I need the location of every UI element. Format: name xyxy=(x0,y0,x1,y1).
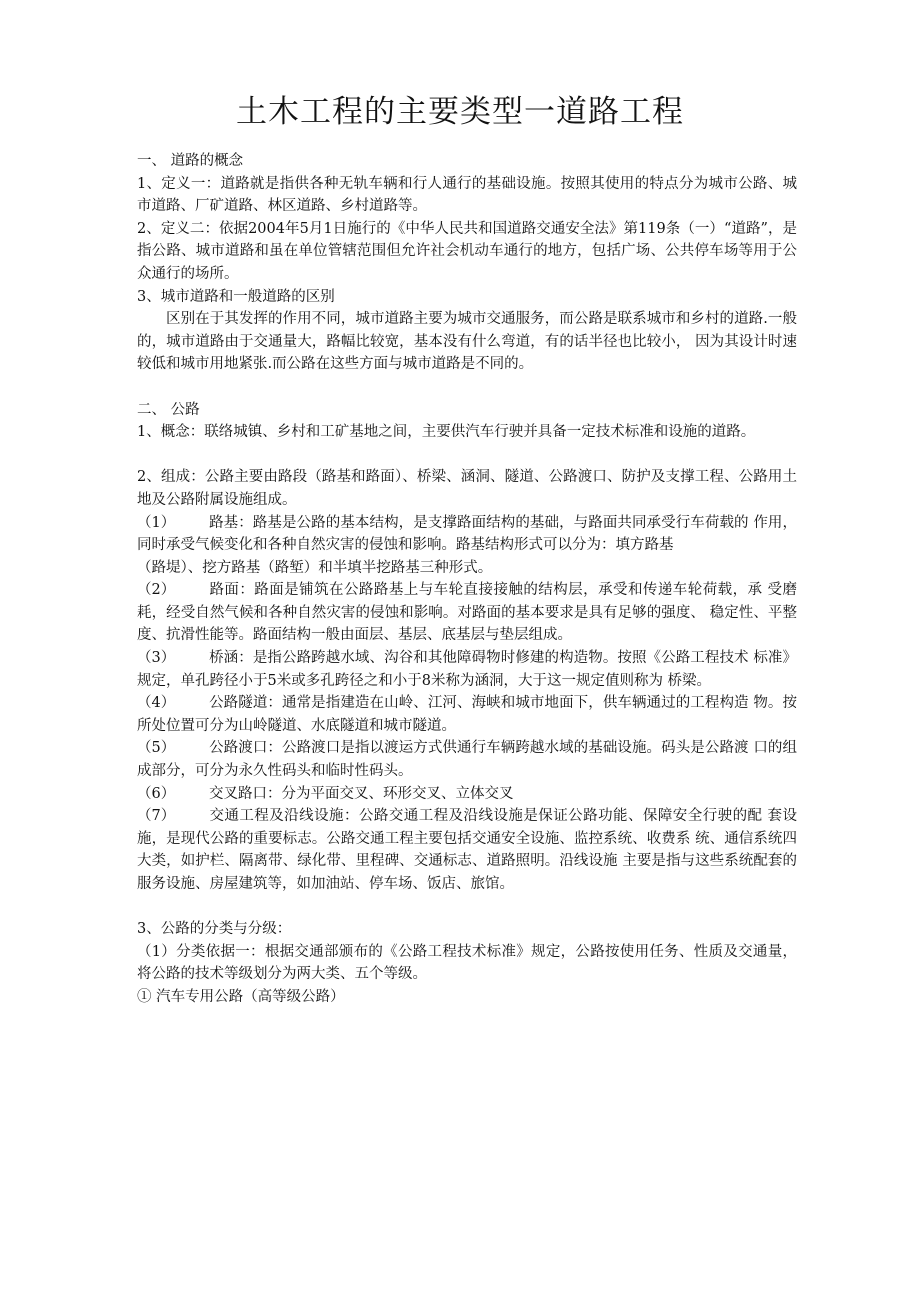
list-item: （4） 公路隧道：通常是指建造在山岭、江河、海峡和城市地面下，供车辆通过的工程构造 物。按所处位置可分为山岭隧道、水底隧道和城市隧道。 xyxy=(137,695,797,734)
paragraph-highway-concept: 1、概念：联络城镇、乡村和工矿基地之间，主要供汽车行驶并具备一定技术标准和设施的道路。 xyxy=(137,424,756,441)
list-item: （路堤）、挖方路基（路堑）和半填半挖路基三种形式。 xyxy=(137,559,493,576)
paragraph-definition-1: 1、定义一：道路就是指供各种无轨车辆和行人通行的基础设施。按照其使用的特点分为城市公路、城市道路、厂矿道路、林区道路、乡村道路等。 xyxy=(137,175,797,215)
list-item-class-1: ① 汽车专用公路（高等级公路） xyxy=(137,988,345,1005)
document-body xyxy=(137,150,797,1009)
list-item: （5） 公路渡口：公路渡口是指以渡运方式供通行车辆跨越水域的基础设施。码头是公路渡 口的组成部分，可分为永久性码头和临时性码头。 xyxy=(137,740,797,780)
blank-line xyxy=(137,376,797,399)
subheading-classification: 3、公路的分类与分级： xyxy=(137,921,292,938)
section-heading-road-concept: 一、 道路的概念 xyxy=(137,153,244,169)
document-title: 土木工程的主要类型一道路工程 xyxy=(236,94,684,130)
blank-line xyxy=(137,896,797,919)
section-heading-highway: 二、 公路 xyxy=(137,401,200,418)
paragraph-classification-basis: （1）分类依据一：根据交通部颁布的《公路工程技术标准》规定，公路按使用任务、性质及交通量，将公路的技术等级划分为两大类、五个等级。 xyxy=(137,943,797,983)
paragraph-road-difference: 区别在于其发挥的作用不同，城市道路主要为城市交通服务，而公路是联系城市和乡村的道路.一般的，城市道路由于交通量大，路幅比较宽，基本没有什么弯道，有的话半径也比较小， 因为其设计时速较低和城市用地紧张.而公路在这些方面与城市道路是不同的。 xyxy=(137,311,797,373)
paragraph-definition-2: 2、定义二：依据2004年5月1日施行的《中华人民共和国道路交通安全法》第119条（一）“道路”，是指公路、城市道路和虽在单位管辖范围但允许社会机动车通行的地方，包括广场、公共停车场等用于公众通行的场所。 xyxy=(137,220,797,282)
list-item: （1） 路基：路基是公路的基本结构，是支撑路面结构的基础，与路面共同承受行车荷载的 作用，同时承受气候变化和各种自然灾害的侵蚀和影响。路基结构形式可以分为：填方路基 xyxy=(137,514,797,554)
paragraph-highway-composition: 2、组成：公路主要由路段（路基和路面）、桥梁、涵洞、隧道、公路渡口、防护及支撑工程、公路用土地及公路附属设施组成。 xyxy=(137,469,797,508)
list-item: （3） 桥涵：是指公路跨越水域、沟谷和其他障碍物时修建的构造物。按照《公路工程技术 标准》规定，单孔跨径小于5米或多孔跨径之和小于8米称为涵洞，大于这一规定值则称为 桥梁。 xyxy=(137,650,797,689)
blank-line xyxy=(137,444,797,467)
subheading-road-difference: 3、城市道路和一般道路的区别 xyxy=(137,288,335,305)
list-item: （7） 交通工程及沿线设施：公路交通工程及沿线设施是保证公路功能、保障安全行驶的配 套设施，是现代公路的重要标志。公路交通工程主要包括交通安全设施、监控系统、收费系 统、通信系统四大类，如护栏、隔离带、绿化带、里程碑、交通标志、道路照明。沿线设施 主要是指与这些系统配套的服务设施、房屋建筑等，如加油站、停车场、饭店、旅馆。 xyxy=(137,808,797,892)
list-item: （6） 交叉路口：分为平面交叉、环形交叉、立体交叉 xyxy=(137,785,514,802)
list-item: （2） 路面：路面是铺筑在公路路基上与车轮直接接触的结构层，承受和传递车轮荷载，承 受磨耗，经受自然气候和各种自然灾害的侵蚀和影响。对路面的基本要求是具有足够的强度、 稳定性、平整度、抗滑性能等。路面结构一般由面层、基层、底基层与垫层组成。 xyxy=(137,582,797,644)
